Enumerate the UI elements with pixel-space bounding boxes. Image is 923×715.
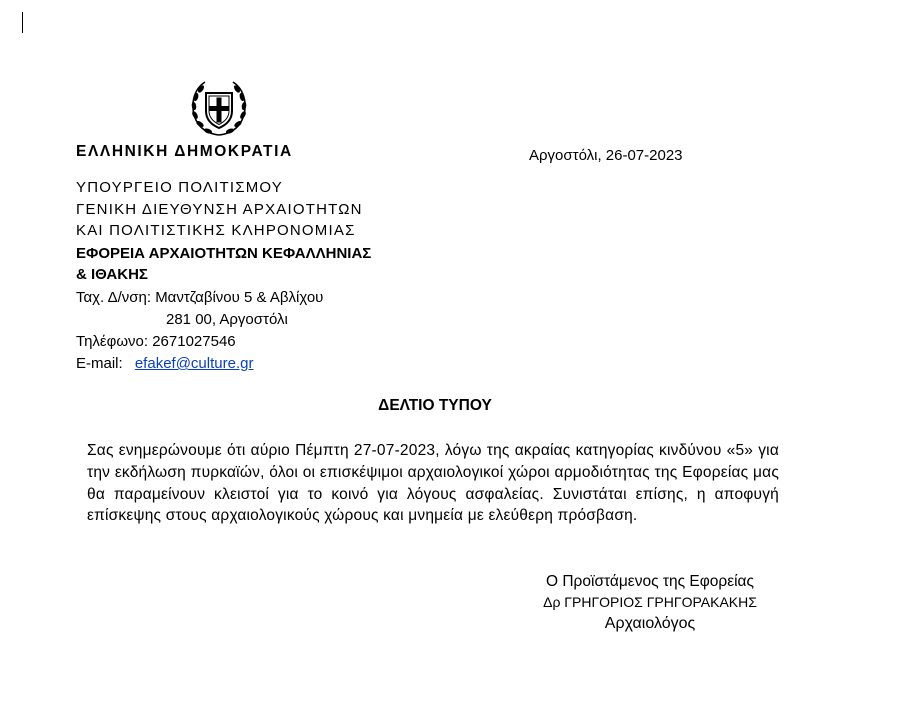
- press-release-title: ΔΕΛΤΙΟ ΤΥΠΟΥ: [378, 397, 492, 414]
- signature-name: Δρ ΓΡΗΓΟΡΙΟΣ ΓΡΗΓΟΡΑΚΑΚΗΣ: [543, 594, 757, 610]
- ministry-line: ΥΠΟΥΡΓΕΙΟ ΠΟΛΙΤΙΣΜΟΥ: [76, 179, 284, 196]
- text-cursor: [22, 12, 23, 33]
- email-line: [76, 353, 323, 375]
- greek-coat-of-arms-icon: [186, 75, 252, 141]
- republic-heading: ΕΛΛΗΝΙΚΗ ΔΗΜΟΚΡΑΤΙΑ: [76, 143, 293, 160]
- ministry-block: [76, 177, 363, 242]
- email-link[interactable]: efakef@culture.gr: [134, 355, 254, 372]
- document-date: Αργοστόλι, 26-07-2023: [529, 147, 683, 164]
- ephorate-line: ΕΦΟΡΕΙΑ ΑΡΧΑΙΟΤΗΤΩΝ ΚΕΦΑΛΛΗΝΙΑΣ: [76, 245, 372, 262]
- phone-line: Τηλέφωνο: 2671027546: [76, 333, 236, 350]
- address-line-postal: 281 00, Αργοστόλι: [166, 311, 288, 328]
- signature-role: Αρχαιολόγος: [604, 615, 696, 632]
- contact-block: [76, 287, 323, 375]
- ephorate-block: [76, 243, 371, 285]
- ministry-line: ΓΕΝΙΚΗ ΔΙΕΥΘΥΝΣΗ ΑΡΧΑΙΟΤΗΤΩΝ: [76, 200, 363, 218]
- ephorate-line: & ΙΘΑΚΗΣ: [76, 266, 148, 283]
- ministry-line: ΚΑΙ ΠΟΛΙΤΙΣΤΙΚΗΣ ΚΛΗΡΟΝΟΜΙΑΣ: [76, 222, 356, 239]
- email-label: E-mail:: [76, 355, 123, 372]
- signature-block: [500, 571, 800, 637]
- signature-title: Ο Προϊστάμενος της Εφορείας: [546, 573, 754, 590]
- address-line: Ταχ. Δ/νση: Μαντζαβίνου 5 & Αβλίχου: [76, 289, 324, 306]
- press-release-body: Σας ενημερώνουμε ότι αύριο Πέμπτη 27-07-2023, λόγω της ακραίας κατηγορίας κινδύνου «5» για την εκδήλωση πυρκαϊών, όλοι οι επισκέψιμοι αρχαιολογικοί χώροι αρμοδιότητας της Εφορείας μας θα παραμείνουν κλειστοί για το κοινό για λόγους ασφαλείας. Συνιστάται επίσης, η αποφυγή επίσκεψης στους αρχαιολογικούς χώρους και μνημεία με ελεύθερη πρόσβαση.: [87, 442, 779, 525]
